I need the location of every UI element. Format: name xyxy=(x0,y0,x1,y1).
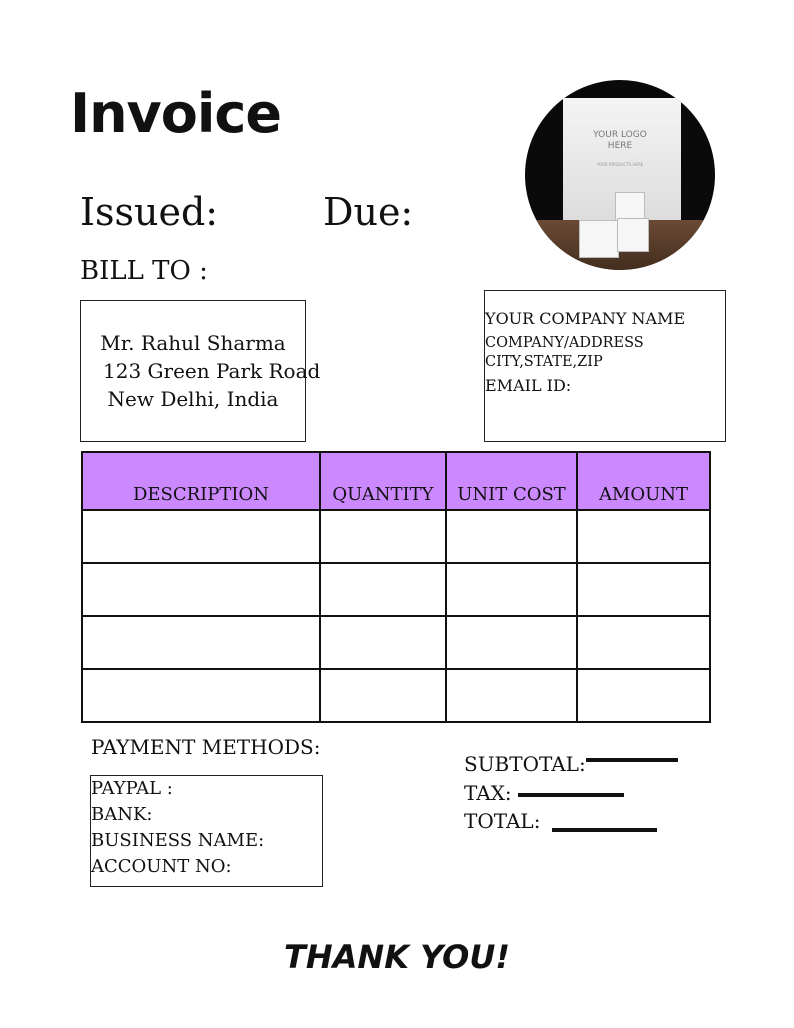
quantity-cell[interactable] xyxy=(320,510,446,563)
tax-line[interactable] xyxy=(518,793,624,797)
bank-label: BANK: xyxy=(91,804,153,825)
description-cell[interactable] xyxy=(82,616,320,669)
items-table xyxy=(81,451,711,723)
invoice-title: Invoice xyxy=(70,82,281,145)
thank-you-message: THANK YOU! xyxy=(284,938,510,976)
total-label: TOTAL: xyxy=(464,809,541,833)
description-cell[interactable] xyxy=(82,563,320,616)
unit-cost-cell[interactable] xyxy=(446,616,577,669)
logo-cube xyxy=(617,218,649,252)
business-name-label: BUSINESS NAME: xyxy=(91,830,265,851)
logo-text: YOUR LOGO HERE xyxy=(593,130,647,151)
table-row xyxy=(82,616,710,669)
column-header-quantity: QUANTITY xyxy=(320,452,446,510)
column-header-unit-cost: UNIT COST xyxy=(446,452,577,510)
subtotal-label: SUBTOTAL: xyxy=(464,752,586,776)
payment-methods-label: PAYMENT METHODS: xyxy=(91,735,321,759)
quantity-cell[interactable] xyxy=(320,616,446,669)
unit-cost-cell[interactable] xyxy=(446,510,577,563)
tax-label: TAX: xyxy=(464,781,512,805)
column-header-description: DESCRIPTION xyxy=(82,452,320,510)
amount-cell[interactable] xyxy=(577,563,710,616)
company-info-box xyxy=(484,290,726,442)
bill-to-label: BILL TO : xyxy=(80,256,208,286)
items-table-header xyxy=(82,452,710,510)
subtotal-line[interactable] xyxy=(586,758,678,762)
bill-to-street: 123 Green Park Road xyxy=(103,359,321,383)
payment-methods-box xyxy=(90,775,323,887)
unit-cost-cell[interactable] xyxy=(446,563,577,616)
issued-label: Issued: xyxy=(80,190,219,234)
table-row xyxy=(82,510,710,563)
company-city-state-zip: CITY,STATE,ZIP xyxy=(485,354,603,370)
table-row xyxy=(82,563,710,616)
company-email: EMAIL ID: xyxy=(485,376,572,395)
unit-cost-cell[interactable] xyxy=(446,669,577,722)
logo-subtext: YOUR PRODUCTS HERE xyxy=(596,162,644,167)
total-line[interactable] xyxy=(552,828,657,832)
bill-to-name: Mr. Rahul Sharma xyxy=(100,331,286,355)
amount-cell[interactable] xyxy=(577,669,710,722)
paypal-label: PAYPAL : xyxy=(91,778,173,799)
company-logo-placeholder xyxy=(525,80,715,270)
description-cell[interactable] xyxy=(82,669,320,722)
amount-cell[interactable] xyxy=(577,510,710,563)
company-address: COMPANY/ADDRESS xyxy=(485,335,644,351)
quantity-cell[interactable] xyxy=(320,669,446,722)
quantity-cell[interactable] xyxy=(320,563,446,616)
account-no-label: ACCOUNT NO: xyxy=(91,856,232,877)
description-cell[interactable] xyxy=(82,510,320,563)
column-header-amount: AMOUNT xyxy=(577,452,710,510)
bill-to-box xyxy=(80,300,321,442)
due-label: Due: xyxy=(323,190,414,234)
logo-cube xyxy=(579,220,619,258)
table-row xyxy=(82,669,710,722)
company-name: YOUR COMPANY NAME xyxy=(485,309,686,328)
bill-to-city: New Delhi, India xyxy=(107,387,279,411)
amount-cell[interactable] xyxy=(577,616,710,669)
